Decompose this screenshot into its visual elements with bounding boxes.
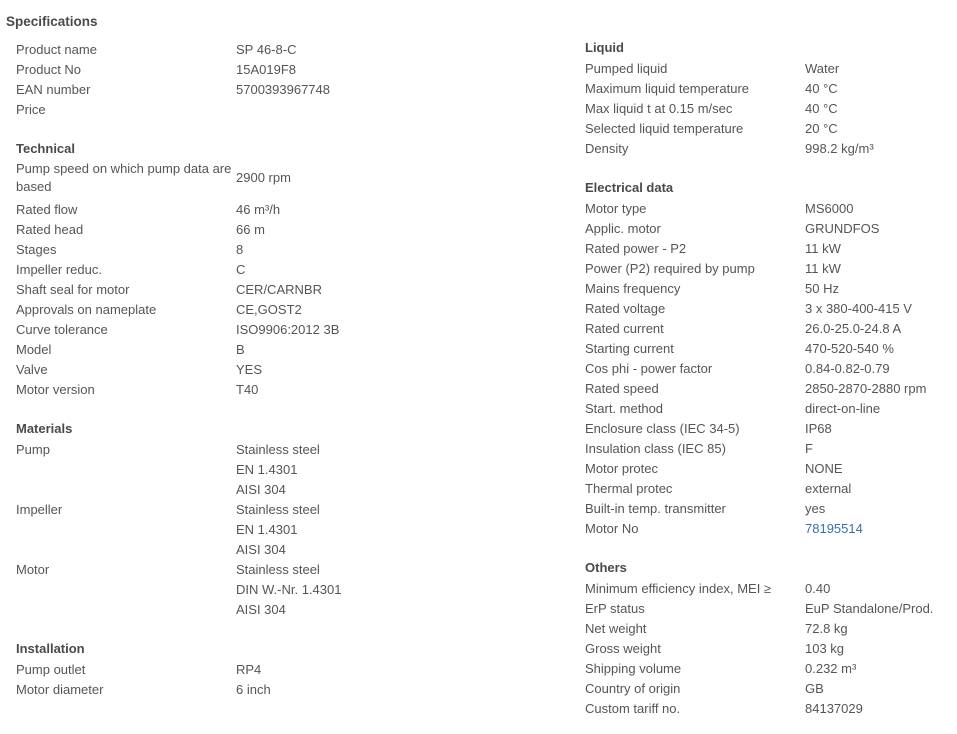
spec-row [16, 661, 261, 679]
spec-row [585, 260, 841, 278]
spec-label: Rated current [585, 321, 664, 336]
spec-label: Rated speed [585, 381, 659, 396]
spec-row [585, 100, 838, 118]
spec-row [585, 340, 894, 358]
spec-label: Pumped liquid [585, 61, 668, 76]
spec-label: Built-in temp. transmitter [585, 501, 726, 516]
spec-row [16, 101, 236, 119]
spec-row [16, 61, 296, 79]
spec-row [16, 501, 320, 519]
spec-label: Product No [16, 62, 82, 77]
spec-value: external [805, 481, 852, 496]
spec-row [16, 281, 322, 299]
spec-label: Rated flow [16, 202, 78, 217]
page-title: Specifications [6, 14, 98, 29]
spec-row [16, 221, 265, 239]
spec-value: 20 °C [805, 121, 838, 136]
spec-value: CE,GOST2 [236, 302, 302, 317]
section-heading-others: Others [585, 560, 627, 575]
spec-row [585, 620, 848, 638]
spec-label: Maximum liquid temperature [585, 81, 750, 96]
spec-label: Start. method [585, 401, 664, 416]
spec-label: EAN number [16, 82, 91, 97]
spec-row [585, 380, 926, 398]
spec-label: Motor protec [585, 461, 658, 476]
spec-row [585, 600, 933, 618]
section-heading-liquid: Liquid [585, 40, 624, 55]
spec-row [16, 160, 291, 196]
spec-row [16, 681, 271, 699]
spec-row [16, 341, 245, 359]
spec-value: B [236, 342, 245, 357]
section-heading-electrical-data: Electrical data [585, 180, 674, 195]
spec-value: 26.0-25.0-24.8 A [805, 321, 902, 336]
spec-label: Mains frequency [585, 281, 681, 296]
section-heading-technical: Technical [16, 141, 76, 156]
spec-label: Price [16, 102, 46, 117]
spec-value: NONE [805, 461, 843, 476]
spec-label: Thermal protec [585, 481, 673, 496]
spec-value: 8 [236, 242, 244, 257]
spec-value: MS6000 [805, 201, 854, 216]
section-heading-materials: Materials [16, 421, 73, 436]
spec-value: 40 °C [805, 81, 838, 96]
spec-value: 3 x 380-400-415 V [805, 301, 912, 316]
spec-value: direct-on-line [805, 401, 881, 416]
spec-value: 0.40 [805, 581, 831, 596]
spec-value: 40 °C [805, 101, 838, 116]
section-heading-installation: Installation [16, 641, 85, 656]
spec-label: Gross weight [585, 641, 661, 656]
spec-value: 2850-2870-2880 rpm [805, 381, 927, 396]
spec-row [585, 580, 830, 598]
spec-row [585, 640, 844, 658]
spec-label: Approvals on nameplate [16, 302, 157, 317]
spec-value: 470-520-540 % [805, 341, 894, 356]
spec-row [585, 220, 879, 238]
spec-row [585, 500, 825, 518]
spec-row [585, 680, 824, 698]
spec-row [16, 481, 286, 499]
spec-label: Rated power - P2 [585, 241, 687, 256]
spec-label: Motor [16, 562, 50, 577]
spec-row [16, 541, 286, 559]
spec-value: 11 kW [805, 261, 841, 276]
spec-row [16, 581, 341, 599]
spec-row [585, 120, 838, 138]
spec-label: Motor version [16, 382, 95, 397]
spec-value: AISI 304 [236, 542, 286, 557]
spec-row [16, 381, 258, 399]
spec-value: 15A019F8 [236, 62, 296, 77]
spec-value: Stainless steel [236, 502, 320, 517]
spec-row [16, 441, 320, 459]
spec-row [585, 280, 839, 298]
spec-value: T40 [236, 382, 259, 397]
spec-row [16, 561, 320, 579]
spec-row [585, 80, 838, 98]
spec-value: AISI 304 [236, 602, 286, 617]
spec-value: 72.8 kg [805, 621, 848, 636]
spec-value: F [805, 441, 813, 456]
spec-value: 66 m [236, 222, 265, 237]
spec-label: Motor No [585, 521, 639, 536]
spec-row [16, 361, 262, 379]
spec-label: Motor diameter [16, 682, 104, 697]
spec-value: GRUNDFOS [805, 221, 880, 236]
spec-row [16, 301, 302, 319]
spec-value: yes [805, 501, 826, 516]
spec-row [16, 321, 339, 339]
spec-row [585, 700, 863, 718]
spec-row [16, 201, 280, 219]
spec-value: YES [236, 362, 263, 377]
spec-label: Impeller [16, 502, 63, 517]
spec-value: GB [805, 681, 824, 696]
spec-label: Shaft seal for motor [16, 282, 130, 297]
spec-row [585, 520, 863, 538]
spec-label: Country of origin [585, 681, 681, 696]
spec-label: Pump speed on which pump data are based [16, 161, 232, 194]
spec-row [16, 241, 243, 259]
spec-row [585, 400, 880, 418]
spec-row [585, 480, 851, 498]
spec-row [585, 420, 832, 438]
spec-value: Stainless steel [236, 442, 320, 457]
spec-value: 50 Hz [805, 281, 839, 296]
spec-value: 46 m³/h [236, 202, 281, 217]
spec-label: Model [16, 342, 52, 357]
spec-label: Rated head [16, 222, 84, 237]
spec-label: Stages [16, 242, 57, 257]
spec-value: EN 1.4301 [236, 462, 298, 477]
spec-value: 11 kW [805, 241, 841, 256]
spec-row [585, 360, 890, 378]
spec-value: 6 inch [236, 682, 271, 697]
spec-value: 84137029 [805, 701, 863, 716]
spec-label: Shipping volume [585, 661, 682, 676]
spec-value: 103 kg [805, 641, 845, 656]
spec-row [585, 200, 853, 218]
spec-row [585, 320, 901, 338]
spec-label: Rated voltage [585, 301, 666, 316]
spec-label: Enclosure class (IEC 34-5) [585, 421, 740, 436]
spec-label: Insulation class (IEC 85) [585, 441, 726, 456]
spec-row [16, 461, 297, 479]
spec-label: Applic. motor [585, 221, 661, 236]
spec-value: C [236, 262, 246, 277]
motor-no-link[interactable]: 78195514 [805, 521, 863, 536]
spec-row [585, 460, 843, 478]
spec-value: DIN W.-Nr. 1.4301 [236, 582, 342, 597]
spec-row [585, 300, 912, 318]
spec-row [16, 41, 296, 59]
spec-label: Density [585, 141, 629, 156]
spec-value: ISO9906:2012 3B [236, 322, 340, 337]
spec-value: 2900 rpm [236, 170, 291, 185]
spec-row [16, 261, 245, 279]
spec-label: Valve [16, 362, 48, 377]
spec-row [585, 660, 856, 678]
spec-label: Custom tariff no. [585, 701, 681, 716]
spec-label: Impeller reduc. [16, 262, 102, 277]
spec-value: 0.232 m³ [805, 661, 857, 676]
spec-value: 0.84-0.82-0.79 [805, 361, 890, 376]
spec-label: Max liquid t at 0.15 m/sec [585, 101, 733, 116]
spec-row [585, 240, 841, 258]
spec-label: ErP status [585, 601, 645, 616]
spec-label: Starting current [585, 341, 674, 356]
spec-label: Cos phi - power factor [585, 361, 713, 376]
spec-value: IP68 [805, 421, 832, 436]
spec-row [585, 140, 874, 158]
spec-value: EN 1.4301 [236, 522, 298, 537]
spec-value: 5700393967748 [236, 82, 330, 97]
spec-label: Pump outlet [16, 662, 86, 677]
spec-value: RP4 [236, 662, 262, 677]
spec-value: 998.2 kg/m³ [805, 141, 874, 156]
spec-row [16, 81, 330, 99]
spec-row [585, 440, 813, 458]
spec-row [16, 521, 297, 539]
spec-label: Minimum efficiency index, MEI ≥ [585, 581, 772, 596]
spec-label: Selected liquid temperature [585, 121, 744, 136]
spec-row [16, 601, 286, 619]
spec-value: SP 46-8-C [236, 42, 297, 57]
spec-label: Net weight [585, 621, 647, 636]
spec-value: Water [805, 61, 840, 76]
spec-label: Curve tolerance [16, 322, 108, 337]
spec-row [585, 60, 839, 78]
spec-label: Product name [16, 42, 97, 57]
spec-value: EuP Standalone/Prod. [805, 601, 934, 616]
spec-value: AISI 304 [236, 482, 286, 497]
spec-label: Pump [16, 442, 50, 457]
spec-label: Motor type [585, 201, 647, 216]
spec-value: Stainless steel [236, 562, 320, 577]
spec-value: CER/CARNBR [236, 282, 322, 297]
spec-label: Power (P2) required by pump [585, 261, 755, 276]
